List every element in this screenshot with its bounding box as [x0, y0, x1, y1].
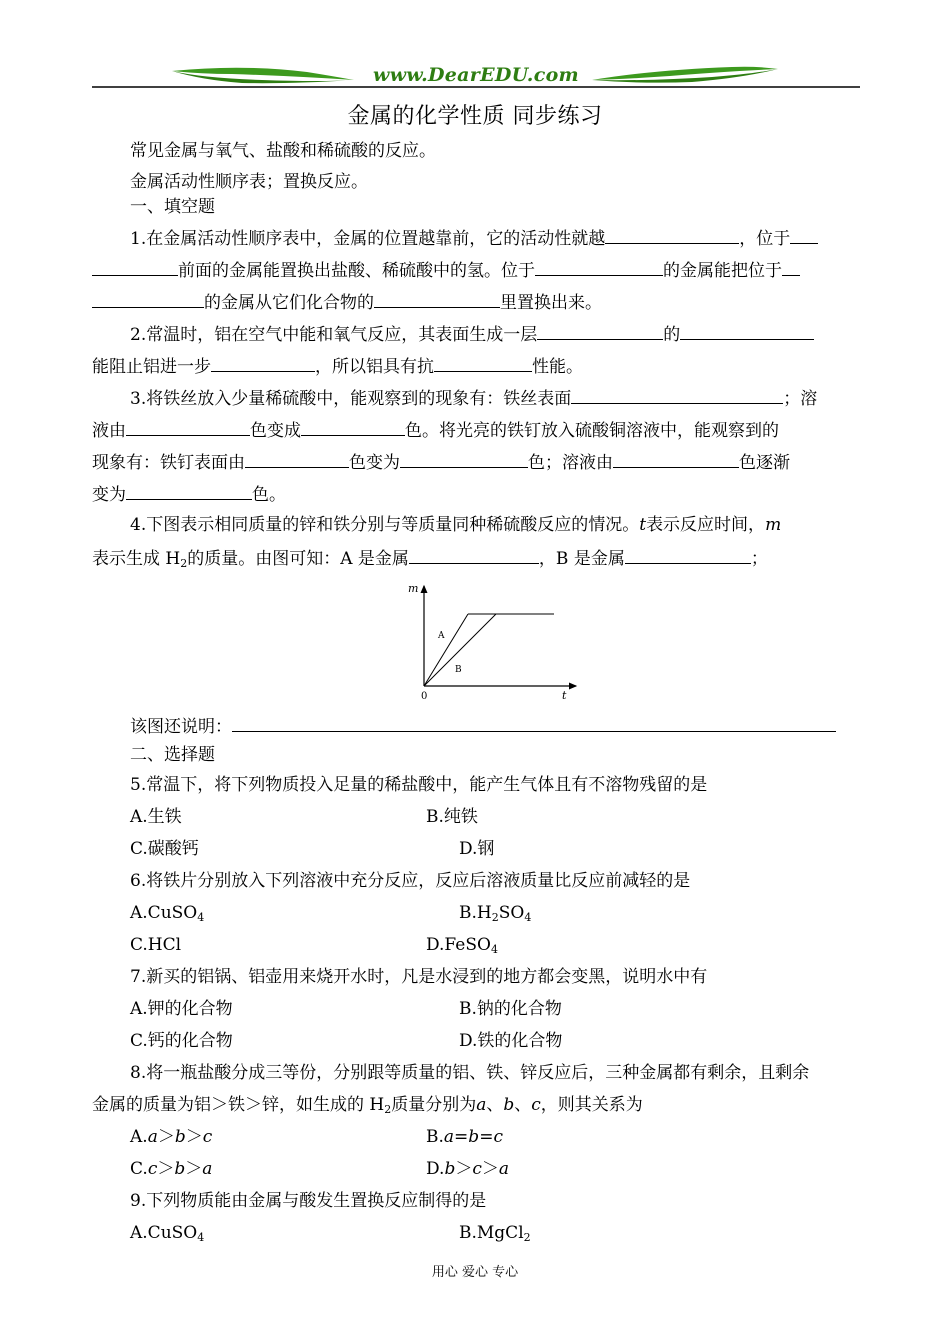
q4-line-1: 4.下图表示相同质量的锌和铁分别与等质量同种稀硫酸反应的情况。t表示反应时间，m: [130, 515, 782, 535]
q7-option-c[interactable]: C.钙的化合物: [130, 1031, 233, 1051]
q5-option-c[interactable]: C.碳酸钙: [130, 839, 199, 859]
q1-line-3: 的金属从它们化合物的 里置换出来。: [92, 290, 602, 314]
blank[interactable]: [605, 226, 739, 244]
blank[interactable]: [92, 290, 204, 308]
q8-option-c[interactable]: C.c＞b＞a: [130, 1159, 213, 1179]
q8-option-b[interactable]: B.a=b=c: [426, 1127, 503, 1147]
blank[interactable]: [400, 450, 528, 468]
q9-stem: 9.下列物质能由金属与酸发生置换反应制得的是: [130, 1191, 487, 1211]
q3-line-2: 液由 色变成 色。将光亮的铁钉放入硫酸铜溶液中，能观察到的: [92, 418, 779, 442]
q6-stem: 6.将铁片分别放入下列溶液中充分反应，反应后溶液质量比反应前减轻的是: [130, 871, 691, 891]
blank[interactable]: [126, 418, 250, 436]
blank[interactable]: [374, 290, 500, 308]
q4-graph-note: 该图还说明：: [130, 714, 836, 738]
q1-line-1: 1.在金属活动性顺序表中，金属的位置越靠前，它的活动性就越 ，位于: [130, 226, 818, 250]
q5-option-b[interactable]: B.纯铁: [426, 807, 478, 827]
blank[interactable]: [790, 226, 818, 244]
blank[interactable]: [245, 450, 349, 468]
q6-option-a[interactable]: A.CuSO$_4$: [130, 903, 205, 924]
blank[interactable]: [409, 546, 539, 564]
q6-option-b[interactable]: $B.H_2SO_4$: [459, 903, 532, 924]
header-logo: www.DearEDU.com: [373, 64, 579, 86]
blank[interactable]: [680, 322, 814, 340]
blank[interactable]: [571, 386, 783, 404]
blank[interactable]: [211, 354, 315, 372]
q7-option-a[interactable]: A.钾的化合物: [130, 999, 233, 1019]
blank[interactable]: [782, 258, 800, 276]
q5-option-a[interactable]: A.生铁: [130, 807, 182, 827]
origin-label: 0: [421, 691, 428, 702]
blank[interactable]: [625, 546, 751, 564]
q7-stem: 7.新买的铝锅、铝壶用来烧开水时，凡是水浸到的地方都会变黑，说明水中有: [130, 967, 708, 987]
intro-line-1: 常见金属与氧气、盐酸和稀硫酸的反应。: [130, 141, 436, 161]
blank[interactable]: [126, 482, 252, 500]
blank[interactable]: [92, 258, 178, 276]
q4-line-2: 表示生成 $H_2$的质量。由图可知：A 是金属 ，B 是金属 ；: [92, 546, 768, 570]
blank[interactable]: [537, 322, 663, 340]
q5-stem: 5.常温下，将下列物质投入足量的稀盐酸中，能产生气体且有不溶物残留的是: [130, 775, 708, 795]
curve-a-line: [424, 614, 468, 686]
q8-line-1: 8.将一瓶盐酸分成三等份，分别跟等质量的铝、铁、锌反应后，三种金属都有剩余，且剩余: [130, 1063, 810, 1083]
q3-line-1: 3.将铁丝放入少量稀硫酸中，能观察到的现象有：铁丝表面 ；溶: [130, 386, 817, 410]
curve-a-label: A: [438, 631, 445, 641]
q5-option-d[interactable]: D.钢: [459, 839, 495, 859]
header-banner: [92, 62, 860, 90]
x-axis-label: t: [562, 689, 567, 702]
q9-option-a[interactable]: A.CuSO$_4$: [130, 1223, 205, 1244]
intro-line-2: 金属活动性顺序表；置换反应。: [130, 172, 368, 192]
blank[interactable]: [232, 714, 836, 732]
blank[interactable]: [434, 354, 532, 372]
q3-line-3: 现象有：铁钉表面由 色变为 色；溶液由 色逐渐: [92, 450, 790, 474]
curve-b-line: [424, 614, 496, 686]
page-title: 金属的化学性质 同步练习: [347, 104, 603, 129]
q2-line-1: 2.常温时，铝在空气中能和氧气反应，其表面生成一层 的: [130, 322, 814, 346]
q8-option-d[interactable]: D.b＞c＞a: [426, 1159, 509, 1179]
q6-option-d[interactable]: D.FeSO$_4$: [426, 935, 498, 956]
q6-option-c[interactable]: C.HCl: [130, 935, 182, 955]
y-axis-label: m: [408, 582, 419, 595]
curve-b-label: B: [455, 665, 462, 675]
q1-line-2: 前面的金属能置换出盐酸、稀硫酸中的氢。位于 的金属能把位于: [92, 258, 800, 282]
q8-line-2: 金属的质量为铝＞铁＞锌，如生成的 $H_2$质量分别为a、b、c，则其关系为: [92, 1095, 643, 1116]
page-footer: 用心 爱心 专心: [431, 1265, 519, 1280]
q8-option-a[interactable]: A.a＞b＞c: [130, 1127, 213, 1147]
section-heading-choice: 二、选择题: [130, 745, 215, 765]
blank[interactable]: [535, 258, 663, 276]
blank[interactable]: [613, 450, 739, 468]
section-heading-fill: 一、填空题: [130, 197, 215, 217]
q9-option-b[interactable]: B.MgCl$_2$: [459, 1223, 531, 1244]
q7-option-d[interactable]: D.铁的化合物: [459, 1031, 563, 1051]
blank[interactable]: [301, 418, 405, 436]
reaction-graph: [404, 578, 584, 702]
q2-line-2: 能阻止铝进一步 ，所以铝具有抗 性能。: [92, 354, 583, 378]
q3-line-4: 变为 色。: [92, 482, 286, 506]
q7-option-b[interactable]: B.钠的化合物: [459, 999, 562, 1019]
